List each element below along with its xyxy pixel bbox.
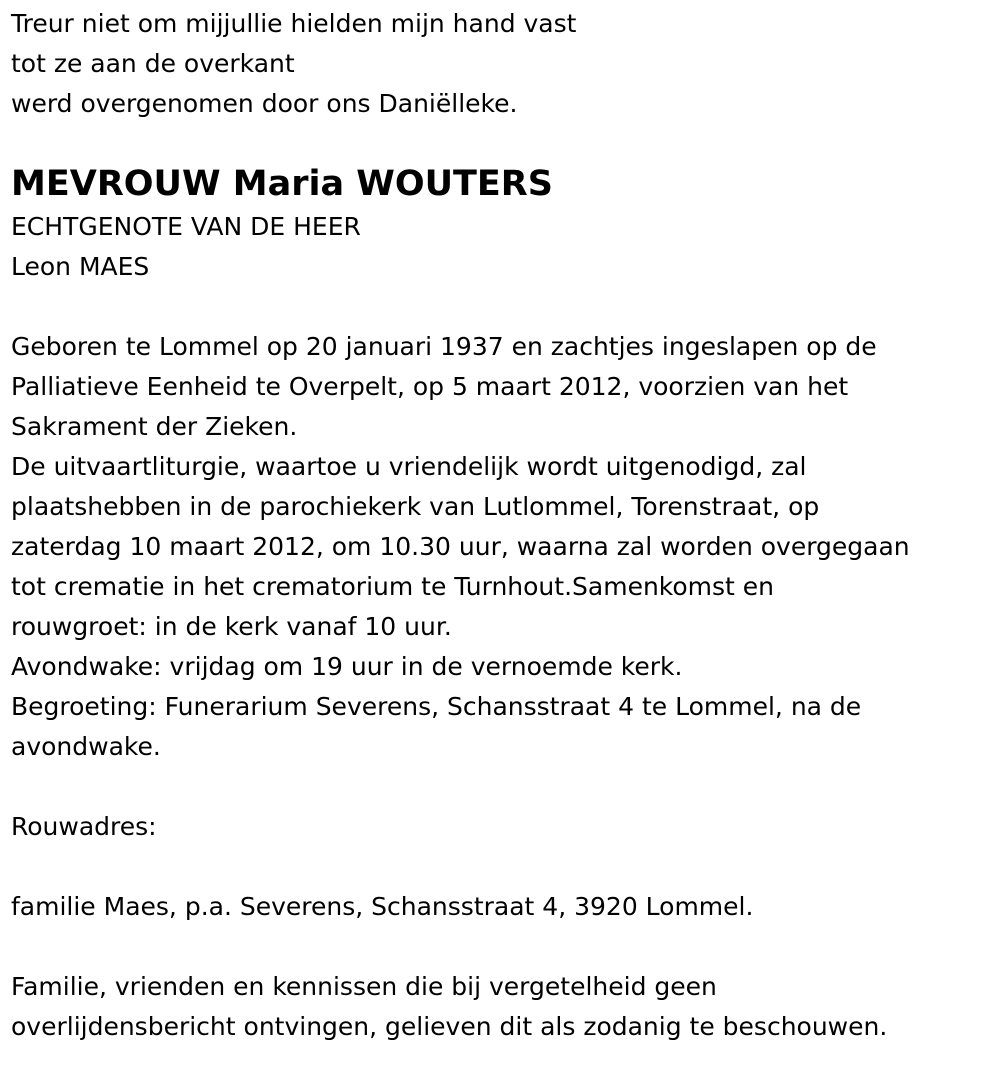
details-line: Sakrament der Zieken. (11, 412, 298, 441)
details-line: tot crematie in het crematorium te Turnhout.Samenkomst en (11, 572, 775, 601)
details-line: plaatshebben in de parochiekerk van Lutlommel, Torenstraat, op (11, 492, 820, 521)
details-line: Geboren te Lommel op 20 januari 1937 en zachtjes ingeslapen op de (11, 332, 877, 361)
spacer (11, 927, 986, 967)
details-line: Begroeting: Funerarium Severens, Schansstraat 4 te Lommel, na de (11, 692, 862, 721)
details-line: avondwake. (11, 732, 161, 761)
details-paragraph (11, 327, 986, 767)
poem-line: Treur niet om mijjullie hielden mijn hand vast (11, 9, 577, 38)
address-label: Rouwadres: (11, 812, 157, 841)
details-line: Palliatieve Eenheid te Overpelt, op 5 maart 2012, voorzien van het (11, 372, 849, 401)
spacer (11, 287, 986, 327)
obituary-text (11, 4, 986, 1047)
details-line: zaterdag 10 maart 2012, om 10.30 uur, waarna zal worden overgegaan (11, 532, 910, 561)
closing-line: overlijdensbericht ontvingen, gelieven dit als zodanig te beschouwen. (11, 1012, 888, 1041)
details-line: Avondwake: vrijdag om 19 uur in de vernoemde kerk. (11, 652, 683, 681)
poem-line: tot ze aan de overkant (11, 49, 295, 78)
poem (11, 4, 986, 124)
closing-paragraph (11, 967, 986, 1047)
details-line: rouwgroet: in de kerk vanaf 10 uur. (11, 612, 452, 641)
closing-line: Familie, vrienden en kennissen die bij vergetelheid geen (11, 972, 717, 1001)
spouse-name: Leon MAES (11, 252, 150, 281)
poem-line: werd overgenomen door ons Daniëlleke. (11, 89, 518, 118)
spacer (11, 767, 986, 807)
address-value: familie Maes, p.a. Severens, Schansstraat 4, 3920 Lommel. (11, 892, 754, 921)
deceased-name: MEVROUW Maria WOUTERS (11, 164, 553, 204)
relation-line: ECHTGENOTE VAN DE HEER (11, 212, 361, 241)
spacer (11, 847, 986, 887)
details-line: De uitvaartliturgie, waartoe u vriendelijk wordt uitgenodigd, zal (11, 452, 807, 481)
